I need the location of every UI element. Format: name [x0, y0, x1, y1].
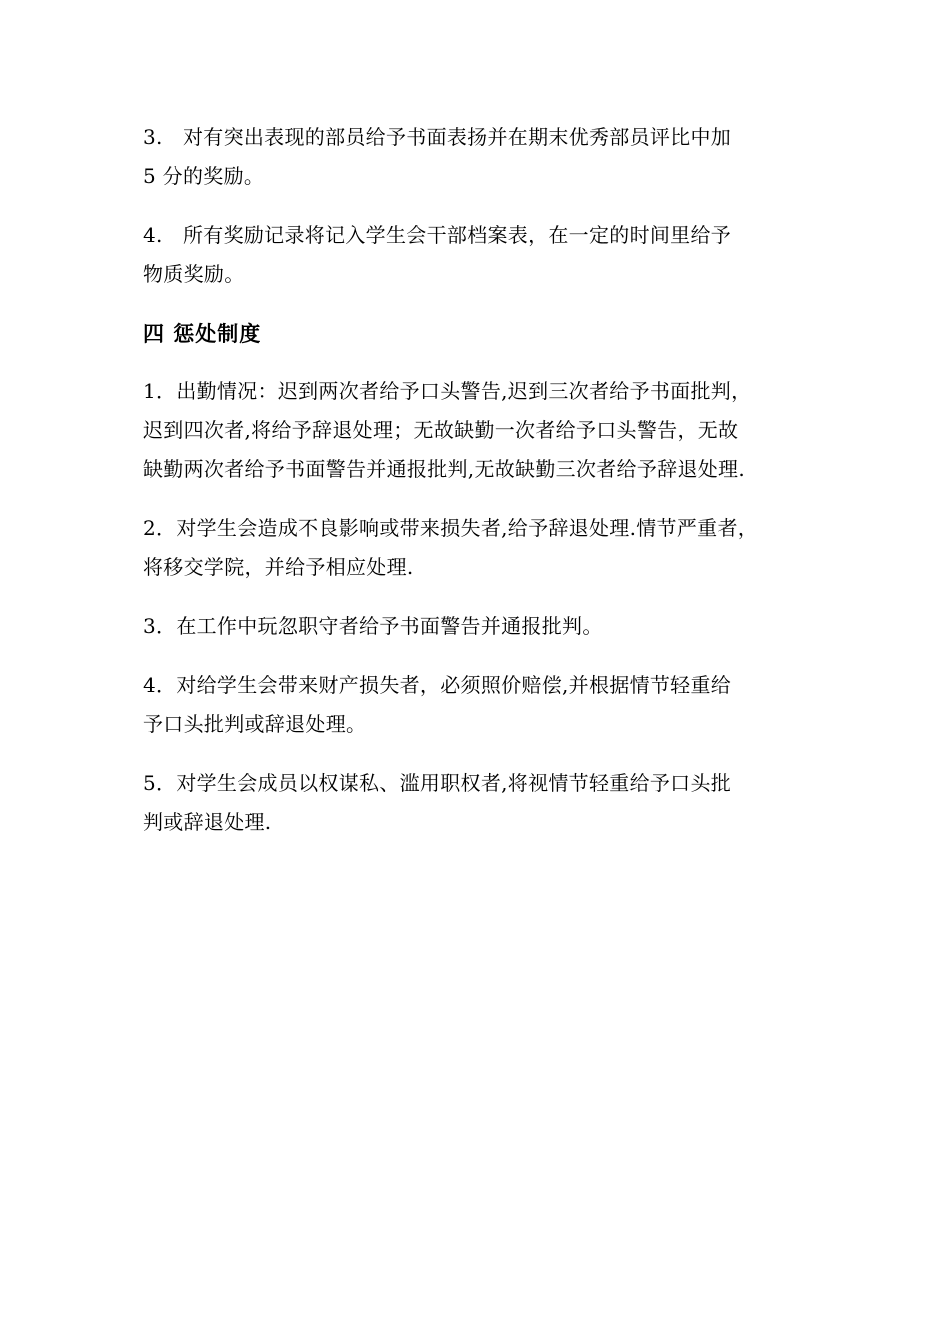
penalty-item-1 — [143, 372, 823, 489]
text-line: 3. 对有突出表现的部员给予书面表扬并在期末优秀部员评比中加 — [143, 125, 732, 149]
penalty-item-5 — [143, 764, 823, 842]
section-heading: 四 惩处制度 — [143, 321, 262, 346]
text-line: 判或辞退处理. — [143, 810, 272, 834]
reward-item-4 — [143, 216, 823, 294]
text-line: 将移交学院，并给予相应处理. — [143, 555, 414, 579]
text-line: 迟到四次者,将给予辞退处理；无故缺勤一次者给予口头警告，无故 — [143, 418, 739, 442]
penalty-item-2 — [143, 509, 823, 587]
text-line: 予口头批判或辞退处理。 — [143, 712, 367, 736]
penalty-item-4 — [143, 666, 823, 744]
text-line: 4．对给学生会带来财产损失者，必须照价赔偿,并根据情节轻重给 — [143, 673, 732, 697]
text-line: 5 分的奖励。 — [143, 164, 265, 188]
text-line: 3．在工作中玩忽职守者给予书面警告并通报批判。 — [143, 614, 603, 638]
reward-item-3 — [143, 118, 823, 196]
document-body — [143, 118, 823, 862]
text-line: 2．对学生会造成不良影响或带来损失者,给予辞退处理.情节严重者， — [143, 516, 759, 540]
text-line: 5．对学生会成员以权谋私、滥用职权者,将视情节轻重给予口头批 — [143, 771, 732, 795]
text-line: 4. 所有奖励记录将记入学生会干部档案表，在一定的时间里给予 — [143, 223, 732, 247]
text-line: 物质奖励。 — [143, 262, 245, 286]
penalty-item-3 — [143, 607, 823, 646]
text-line: 缺勤两次者给予书面警告并通报批判,无故缺勤三次者给予辞退处理. — [143, 457, 746, 481]
text-line: 1．出勤情况：迟到两次者给予口头警告,迟到三次者给予书面批判， — [143, 379, 752, 403]
